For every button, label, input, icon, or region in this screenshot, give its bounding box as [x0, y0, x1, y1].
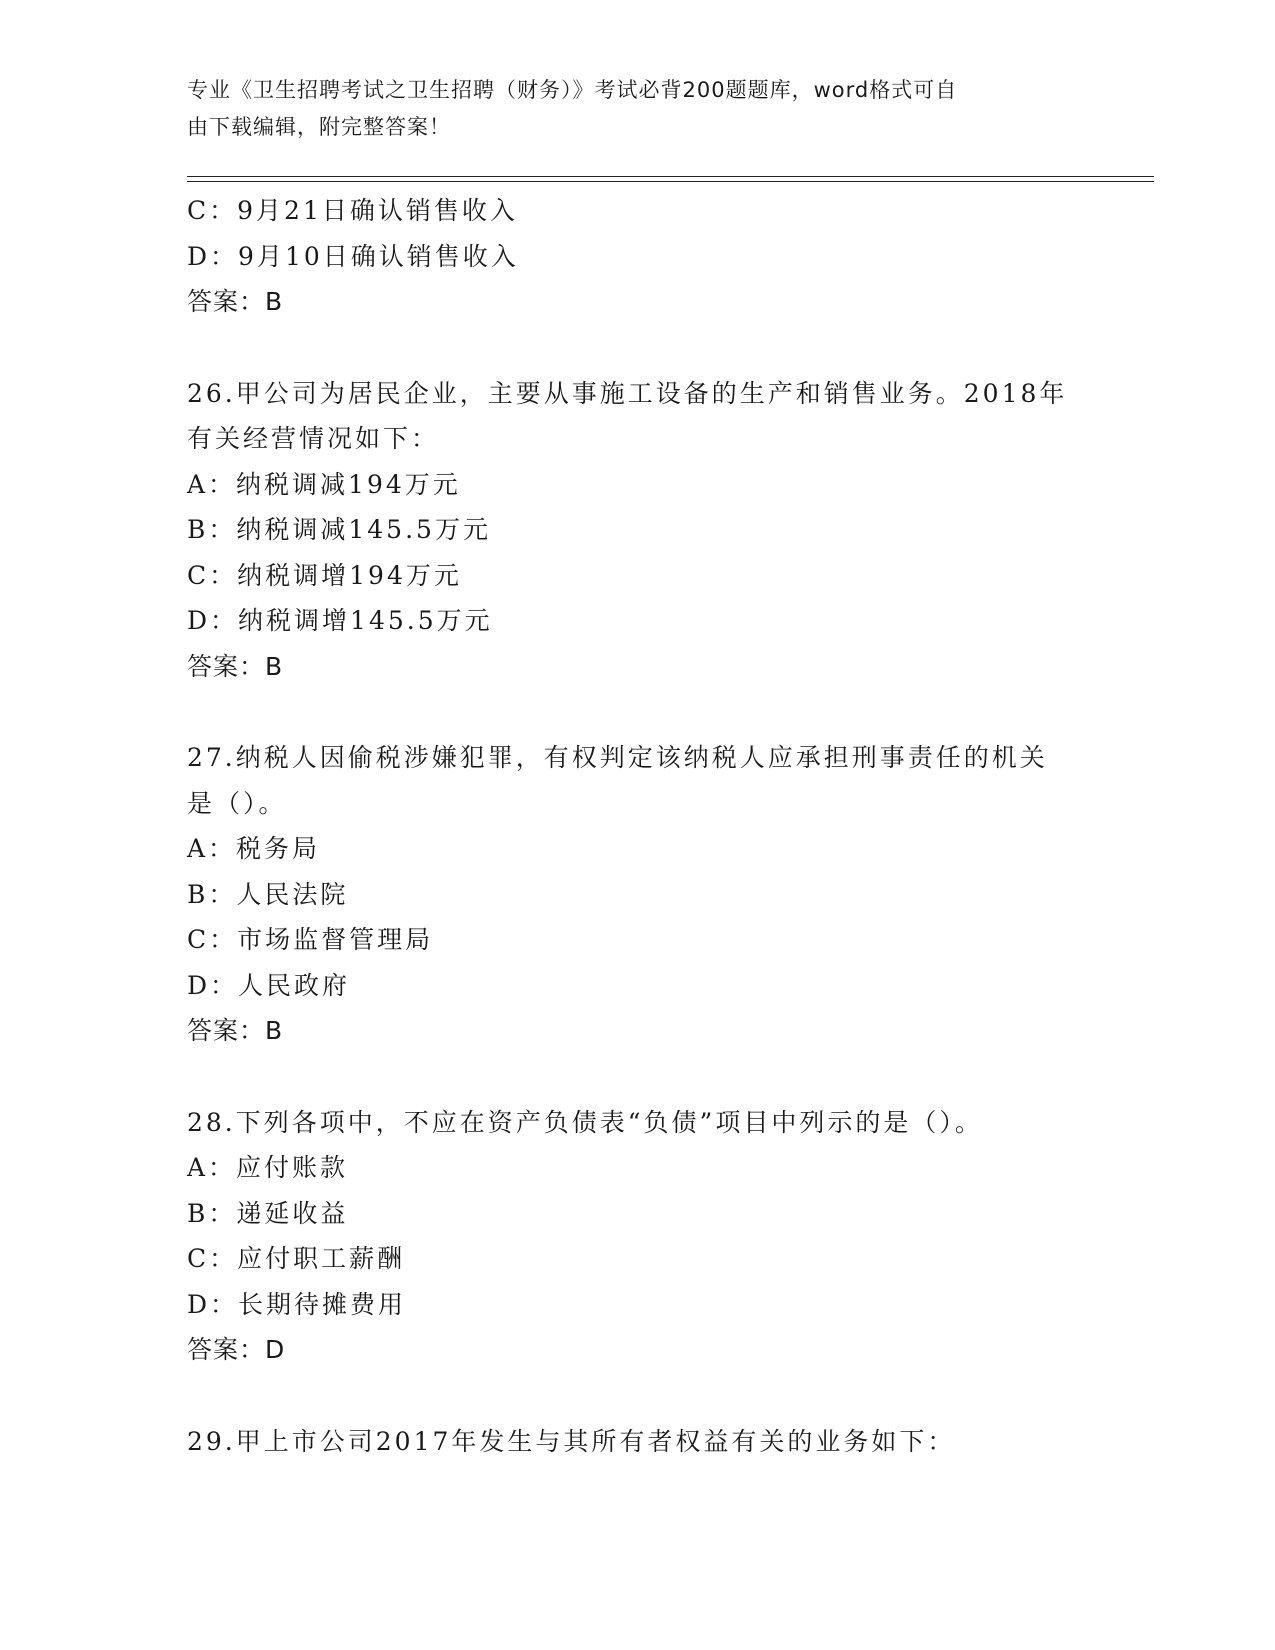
question-stem: 26.甲公司为居民企业，主要从事施工设备的生产和销售业务。2018年 — [187, 378, 1068, 408]
option-b: B：纳税调减145.5万元 — [187, 515, 491, 544]
option-b: B：人民法院 — [187, 879, 349, 909]
question-25-continuation — [187, 188, 1087, 325]
option-d: D：9月10日确认销售收入 — [187, 241, 519, 271]
option-a: A：税务局 — [187, 834, 321, 863]
option-d: D：纳税调增145.5万元 — [187, 606, 493, 635]
question-26 — [187, 371, 1087, 690]
header-divider-top — [187, 176, 1154, 177]
spacer — [187, 689, 1087, 735]
answer-line: 答案：B — [187, 651, 284, 681]
header-line-2: 由下载编辑，附完整答案！ — [187, 115, 451, 139]
answer-line: 答案：B — [187, 1016, 284, 1045]
question-stem: 29.甲上市公司2017年发生与其所有者权益有关的业务如下： — [187, 1426, 956, 1456]
option-d: D：人民政府 — [187, 970, 351, 1000]
option-a: A：纳税调减194万元 — [187, 469, 461, 499]
spacer — [187, 1373, 1087, 1419]
question-27 — [187, 735, 1087, 1054]
header-line-1: 专业《卫生招聘考试之卫生招聘（财务）》考试必背200题题库，word格式可自 — [187, 78, 958, 102]
spacer — [187, 325, 1087, 371]
question-29 — [187, 1419, 1087, 1465]
question-stem: 有关经营情况如下： — [187, 424, 440, 453]
question-stem: 是（）。 — [187, 788, 287, 818]
option-a: A：应付账款 — [187, 1153, 349, 1182]
question-list — [187, 188, 1087, 1464]
answer-line: 答案：D — [187, 1335, 286, 1364]
option-c: C：应付职工薪酬 — [187, 1244, 406, 1273]
answer-line: 答案：B — [187, 287, 284, 316]
document-header — [187, 72, 1067, 146]
question-stem: 28.下列各项中，不应在资产负债表“负债”项目中列示的是（）。 — [187, 1107, 983, 1137]
option-c: C：9月21日确认销售收入 — [187, 196, 518, 225]
spacer — [187, 1054, 1087, 1100]
question-28 — [187, 1100, 1087, 1373]
question-stem: 27.纳税人因偷税涉嫌犯罪，有权判定该纳税人应承担刑事责任的机关 — [187, 743, 1048, 772]
option-c: C：市场监督管理局 — [187, 925, 434, 954]
option-b: B：递延收益 — [187, 1198, 349, 1228]
option-c: C：纳税调增194万元 — [187, 560, 462, 590]
header-divider-bottom — [187, 181, 1154, 182]
option-d: D：长期待摊费用 — [187, 1289, 407, 1319]
